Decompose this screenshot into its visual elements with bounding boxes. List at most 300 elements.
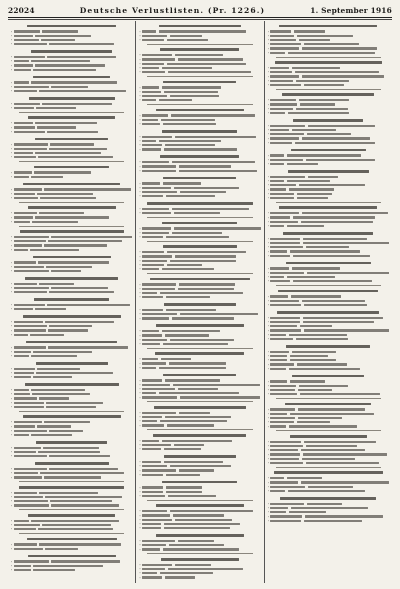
illegible-text — [267, 476, 284, 481]
illegible-text — [267, 366, 286, 371]
illegible-text — [14, 334, 28, 336]
unit-heading — [139, 372, 260, 377]
illegible-heading — [163, 245, 237, 248]
unit-section — [268, 205, 389, 210]
casualty-entry — [11, 527, 132, 531]
illegible-text — [293, 280, 372, 282]
entry-name: · — [267, 379, 269, 384]
section-divider — [147, 401, 252, 402]
illegible-text — [267, 38, 296, 42]
illegible-text — [170, 260, 236, 262]
entry-name: · — [11, 475, 13, 480]
illegible-text — [142, 469, 176, 471]
illegible-text — [142, 527, 161, 529]
entry-name: · — [139, 143, 141, 148]
unit-section — [139, 79, 260, 84]
illegible-text — [162, 86, 221, 88]
entry-name: · — [267, 439, 269, 444]
unit-section — [268, 433, 389, 438]
entry-name: · — [11, 33, 13, 38]
casualty-entry — [11, 307, 132, 311]
illegible-text — [160, 572, 213, 574]
entry-name: · — [11, 420, 13, 425]
illegible-text — [288, 112, 349, 114]
illegible-text — [31, 81, 117, 83]
entry-name: · — [11, 38, 13, 42]
entry-name: · — [11, 243, 13, 248]
casualty-entry — [11, 504, 132, 508]
entry-name: · — [139, 295, 141, 300]
unit-section — [11, 297, 132, 302]
illegible-text — [14, 402, 44, 404]
illegible-text — [40, 472, 124, 474]
entry-name: · — [11, 371, 13, 375]
entry-name: · — [267, 366, 269, 371]
illegible-heading — [25, 277, 118, 280]
illegible-text — [14, 249, 28, 251]
entry-name: · — [267, 416, 269, 420]
illegible-text — [290, 380, 325, 382]
entry-name: · — [11, 324, 13, 329]
illegible-text — [170, 35, 202, 37]
section-divider — [276, 398, 381, 399]
entry-name: · — [139, 139, 141, 143]
casualty-entry — [11, 130, 132, 134]
illegible-text — [294, 30, 325, 32]
illegible-text — [142, 255, 172, 257]
illegible-text — [39, 90, 126, 92]
illegible-text — [267, 162, 284, 166]
illegible-text — [14, 500, 48, 502]
illegible-heading — [28, 116, 115, 119]
illegible-heading — [164, 455, 236, 458]
illegible-text — [178, 540, 214, 542]
entry-name: · — [11, 155, 13, 160]
illegible-heading — [282, 93, 374, 96]
entry-name: · — [139, 194, 141, 199]
illegible-text — [300, 393, 380, 395]
entry-name: · — [267, 324, 269, 329]
illegible-text — [14, 565, 31, 567]
illegible-text — [304, 441, 376, 443]
illegible-text — [165, 576, 195, 578]
illegible-text — [14, 69, 31, 71]
illegible-text — [299, 39, 330, 41]
illegible-text — [142, 448, 161, 450]
entry-name: · — [267, 358, 269, 363]
illegible-text — [304, 84, 344, 86]
unit-heading — [11, 254, 132, 259]
unit-section — [11, 181, 132, 186]
illegible-text — [38, 528, 113, 530]
illegible-text — [14, 156, 36, 158]
casualty-entry — [139, 250, 260, 254]
unit-heading — [139, 201, 260, 206]
casualty-entry — [11, 476, 132, 480]
illegible-text — [14, 43, 47, 45]
entry-name: · — [139, 567, 141, 571]
illegible-text — [142, 123, 160, 125]
column-middle — [135, 21, 263, 583]
illegible-text — [14, 60, 29, 62]
illegible-text — [267, 102, 297, 107]
illegible-text — [295, 71, 379, 73]
illegible-text — [267, 388, 295, 392]
illegible-text — [307, 133, 351, 135]
unit-section — [268, 495, 389, 500]
section-divider — [147, 76, 252, 77]
entry-name: · — [11, 527, 13, 532]
illegible-text — [267, 70, 292, 75]
illegible-text — [142, 227, 171, 229]
illegible-text — [14, 64, 33, 66]
illegible-text — [267, 279, 290, 284]
illegible-heading — [154, 406, 246, 409]
entry-name: · — [267, 38, 269, 42]
illegible-text — [267, 298, 299, 303]
illegible-text — [175, 54, 223, 56]
illegible-text — [142, 187, 171, 189]
unit-heading — [11, 297, 132, 302]
illegible-heading — [156, 324, 244, 327]
unit-section — [139, 276, 260, 281]
entry-name: · — [11, 260, 13, 265]
illegible-text — [160, 292, 243, 294]
illegible-text — [267, 153, 284, 158]
casualty-entry — [268, 367, 389, 371]
casualty-entry — [268, 224, 389, 228]
unit-section — [268, 343, 389, 348]
entry-name: · — [139, 543, 141, 548]
illegible-text — [267, 328, 301, 333]
columns — [8, 21, 392, 583]
illegible-text — [172, 161, 255, 163]
illegible-text — [142, 148, 161, 150]
entry-name: · — [139, 522, 141, 526]
illegible-text — [142, 339, 167, 341]
illegible-text — [51, 236, 132, 238]
illegible-text — [267, 179, 284, 183]
entry-name: · — [139, 263, 141, 267]
illegible-text — [48, 240, 122, 242]
illegible-text — [14, 56, 45, 58]
illegible-text — [288, 52, 375, 54]
illegible-text — [142, 260, 167, 262]
entry-name: · — [139, 230, 141, 235]
illegible-text — [142, 35, 167, 37]
header-rule — [8, 17, 392, 18]
illegible-text — [295, 142, 375, 144]
illegible-text — [267, 332, 286, 337]
casualty-entry — [139, 122, 260, 126]
illegible-text — [287, 163, 318, 165]
entry-name: · — [139, 438, 141, 443]
illegible-text — [40, 197, 96, 199]
illegible-heading — [156, 109, 244, 112]
unit-heading — [268, 147, 389, 152]
illegible-text — [162, 330, 220, 332]
illegible-text — [164, 91, 218, 93]
entry-name: · — [267, 42, 269, 47]
page-number: 22024 — [8, 6, 35, 15]
entry-name: · — [139, 160, 141, 165]
illegible-text — [142, 444, 171, 446]
illegible-heading — [156, 504, 244, 507]
entry-name: · — [267, 510, 269, 515]
entry-name: · — [267, 266, 269, 271]
illegible-text — [267, 132, 304, 137]
entry-name: · — [11, 89, 13, 93]
illegible-text — [166, 486, 202, 488]
illegible-text — [14, 266, 44, 268]
entry-name: · — [139, 333, 141, 338]
casualty-entry — [268, 279, 389, 283]
illegible-text — [46, 406, 96, 408]
unit-section — [11, 314, 132, 319]
entry-name: · — [139, 134, 141, 139]
casualty-entry — [268, 254, 389, 258]
newspaper-page — [8, 6, 392, 583]
illegible-text — [14, 528, 36, 530]
casualty-entry — [139, 295, 260, 299]
illegible-text — [289, 188, 334, 190]
entry-name: · — [139, 464, 141, 469]
entry-name: · — [267, 46, 269, 51]
entry-name: · — [267, 123, 269, 128]
illegible-text — [142, 388, 175, 390]
entry-name: · — [267, 298, 269, 303]
illegible-text — [287, 154, 361, 156]
illegible-text — [164, 527, 230, 529]
unit-heading — [268, 401, 389, 406]
illegible-heading — [147, 202, 253, 205]
illegible-text — [179, 165, 231, 167]
illegible-text — [169, 544, 224, 546]
entry-name: · — [11, 303, 13, 307]
illegible-text — [179, 283, 235, 285]
illegible-heading — [288, 170, 369, 173]
entry-name: · — [267, 162, 269, 166]
illegible-text — [292, 67, 340, 69]
illegible-text — [164, 461, 223, 463]
illegible-text — [31, 434, 72, 436]
illegible-text — [14, 346, 46, 348]
illegible-text — [163, 123, 216, 125]
casualty-entry — [139, 160, 260, 164]
illegible-text — [142, 420, 157, 422]
casualty-entry — [11, 42, 132, 46]
illegible-text — [267, 245, 303, 250]
entry-name: · — [11, 170, 13, 175]
illegible-text — [267, 83, 301, 87]
unit-section — [139, 244, 260, 249]
casualty-entry — [139, 148, 260, 152]
entry-name: · — [139, 562, 141, 567]
entry-name: · — [267, 78, 269, 83]
entry-name: · — [267, 411, 269, 416]
entry-name: · — [11, 106, 13, 110]
illegible-text — [303, 238, 367, 240]
illegible-text — [267, 157, 303, 162]
illegible-heading — [286, 345, 370, 348]
illegible-text — [175, 519, 232, 521]
illegible-text — [142, 236, 163, 238]
illegible-text — [267, 320, 300, 324]
unit-section — [11, 382, 132, 387]
illegible-text — [49, 148, 107, 150]
section-divider — [19, 161, 124, 162]
illegible-text — [44, 188, 131, 190]
illegible-text — [14, 476, 42, 478]
illegible-text — [142, 232, 169, 234]
unit-heading — [268, 309, 389, 314]
entry-name: · — [11, 125, 13, 130]
unit-heading — [139, 47, 260, 52]
entry-name: · — [267, 362, 269, 367]
entry-name: · — [267, 253, 269, 258]
unit-section — [268, 288, 389, 293]
illegible-text — [174, 444, 204, 446]
section-divider — [147, 500, 252, 501]
entry-name: · — [267, 111, 269, 115]
illegible-text — [14, 504, 49, 506]
illegible-text — [51, 504, 119, 506]
casualty-entry — [11, 106, 132, 110]
illegible-text — [142, 424, 164, 426]
illegible-text — [267, 241, 300, 245]
illegible-text — [50, 143, 94, 145]
unit-heading — [11, 439, 132, 444]
illegible-text — [142, 486, 163, 488]
illegible-text — [14, 240, 46, 242]
illegible-text — [267, 489, 285, 493]
unit-section — [11, 254, 132, 259]
entry-name: · — [11, 29, 13, 34]
illegible-text — [306, 159, 375, 161]
entry-name: · — [139, 443, 141, 447]
illegible-heading — [26, 341, 117, 344]
unit-section — [139, 175, 260, 180]
illegible-text — [49, 468, 118, 470]
entry-name: · — [267, 50, 269, 55]
illegible-text — [302, 75, 384, 77]
illegible-text — [35, 216, 109, 218]
casualty-entry — [11, 68, 132, 72]
illegible-text — [49, 43, 114, 45]
entry-name: · — [267, 476, 269, 481]
illegible-text — [308, 176, 338, 178]
illegible-text — [267, 98, 296, 103]
casualty-entry — [268, 461, 389, 465]
illegible-text — [14, 244, 42, 246]
illegible-text — [267, 439, 301, 444]
illegible-text — [35, 122, 97, 124]
illegible-text — [287, 477, 322, 479]
entry-name: · — [139, 122, 141, 126]
illegible-text — [267, 416, 295, 420]
unit-heading — [11, 115, 132, 120]
unit-section — [11, 74, 132, 79]
entry-name: · — [11, 320, 13, 324]
illegible-text — [47, 131, 98, 133]
illegible-text — [290, 355, 328, 357]
illegible-text — [303, 242, 389, 244]
illegible-text — [14, 107, 34, 109]
unit-heading — [11, 461, 132, 466]
entry-name: · — [139, 382, 141, 387]
casualty-entry — [11, 471, 132, 475]
unit-section — [268, 23, 389, 28]
unit-heading — [139, 154, 260, 159]
entry-name: · — [11, 235, 13, 239]
unit-heading — [11, 95, 132, 100]
illegible-heading — [280, 497, 376, 500]
entry-name: · — [267, 328, 269, 333]
illegible-text — [38, 156, 113, 158]
casualty-entry — [139, 342, 260, 346]
illegible-text — [142, 288, 175, 290]
unit-heading — [139, 556, 260, 561]
illegible-text — [142, 268, 159, 270]
illegible-text — [267, 191, 294, 196]
entry-name: · — [139, 423, 141, 428]
entry-name: · — [139, 308, 141, 312]
illegible-text — [291, 507, 368, 509]
illegible-text — [142, 309, 163, 311]
illegible-text — [142, 95, 167, 97]
entry-name: · — [267, 179, 269, 183]
unit-section — [139, 47, 260, 52]
unit-heading — [11, 382, 132, 387]
illegible-heading — [23, 315, 121, 318]
casualty-entry — [139, 98, 260, 102]
illegible-text — [142, 412, 176, 414]
illegible-text — [14, 329, 46, 331]
casualty-entry — [139, 526, 260, 530]
casualty-entry — [139, 396, 260, 400]
casualty-entry — [268, 111, 389, 115]
entry-name: · — [11, 264, 13, 269]
illegible-text — [180, 313, 258, 315]
illegible-text — [46, 266, 92, 268]
entry-name: · — [267, 461, 269, 465]
illegible-text — [166, 491, 202, 493]
illegible-heading — [34, 166, 109, 169]
entry-name: · — [11, 269, 13, 273]
illegible-text — [35, 152, 101, 154]
entry-name: · — [139, 66, 141, 70]
illegible-text — [289, 334, 347, 336]
illegible-text — [287, 276, 335, 278]
illegible-text — [165, 379, 220, 381]
illegible-heading — [150, 278, 250, 281]
entry-name: · — [267, 236, 269, 241]
entry-name: · — [11, 366, 13, 371]
unit-heading — [139, 128, 260, 133]
illegible-text — [142, 416, 162, 418]
entry-name: · — [139, 509, 141, 514]
illegible-text — [142, 540, 175, 542]
unit-section — [268, 309, 389, 314]
casualty-entry — [139, 473, 260, 477]
entry-name: · — [267, 480, 269, 485]
illegible-heading — [153, 434, 246, 437]
illegible-text — [14, 283, 37, 285]
entry-name: · — [139, 267, 141, 272]
illegible-text — [142, 576, 162, 578]
illegible-text — [301, 221, 373, 223]
entry-name: · — [139, 395, 141, 400]
